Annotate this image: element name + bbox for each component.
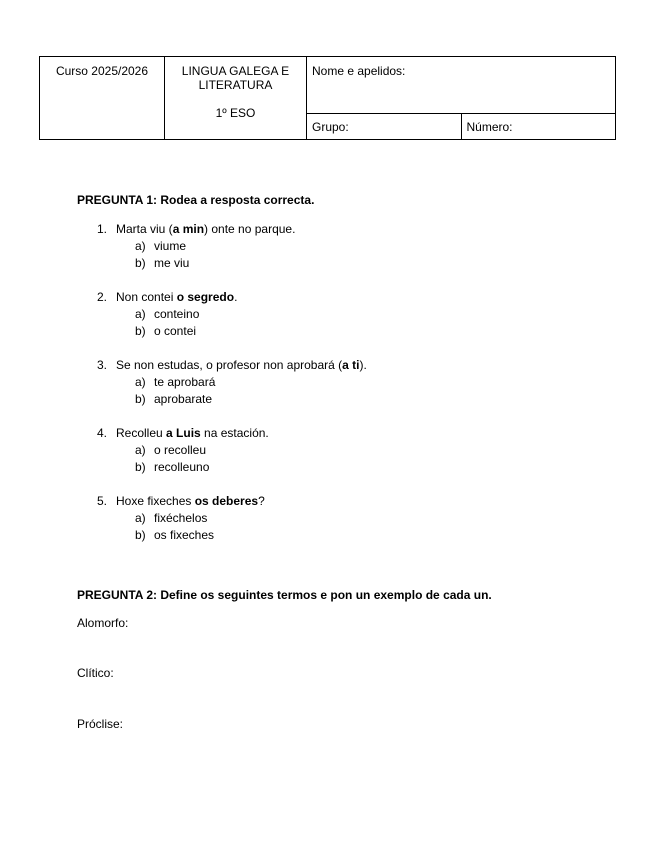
item-number: 2. bbox=[97, 290, 108, 304]
option-a[interactable]: a) o recolleu bbox=[135, 443, 207, 457]
option-b[interactable]: b) me viu bbox=[135, 256, 190, 270]
name-field[interactable] bbox=[307, 57, 616, 114]
option-b[interactable]: b) aprobarate bbox=[135, 392, 213, 406]
item-number: 5. bbox=[97, 494, 108, 508]
item-sentence: Recolleu a Luis na estación. bbox=[116, 426, 269, 440]
course-cell bbox=[40, 57, 165, 140]
item-sentence: Hoxe fixeches os deberes? bbox=[116, 494, 265, 508]
name-label: Nome e apelidos: bbox=[312, 64, 406, 78]
group-field[interactable] bbox=[307, 114, 462, 140]
item-number: 1. bbox=[97, 222, 108, 236]
item-sentence: Se non estudas, o profesor non aprobará (a ti). bbox=[116, 358, 367, 372]
option-b[interactable]: b) os fixeches bbox=[135, 528, 215, 542]
level-label: 1º ESO bbox=[215, 106, 256, 120]
subject-cell bbox=[165, 57, 307, 140]
item-number: 3. bbox=[97, 358, 108, 372]
question-item bbox=[77, 426, 617, 494]
option-a[interactable]: a) conteino bbox=[135, 307, 200, 321]
header-table bbox=[39, 56, 616, 140]
question-1-list bbox=[77, 222, 617, 562]
item-sentence: Marta viu (a min) onte no parque. bbox=[116, 222, 296, 236]
group-label: Grupo: bbox=[312, 120, 349, 134]
term-clitico: Clítico: bbox=[77, 666, 114, 680]
question-item bbox=[77, 222, 617, 290]
item-number: 4. bbox=[97, 426, 108, 440]
item-sentence: Non contei o segredo. bbox=[116, 290, 238, 304]
number-label: Número: bbox=[466, 120, 513, 134]
term-alomorfo: Alomorfo: bbox=[77, 616, 129, 630]
subject-label: LINGUA GALEGA E LITERATURA bbox=[181, 64, 290, 92]
question-1-title: PREGUNTA 1: Rodea a resposta correcta. bbox=[77, 193, 315, 207]
option-a[interactable]: a) fixéchelos bbox=[135, 511, 208, 525]
course-label: Curso 2025/2026 bbox=[55, 64, 149, 78]
option-b[interactable]: b) o contei bbox=[135, 324, 197, 338]
question-item bbox=[77, 494, 617, 562]
question-item bbox=[77, 290, 617, 358]
term-proclise: Próclise: bbox=[77, 717, 124, 731]
option-a[interactable]: a) viume bbox=[135, 239, 187, 253]
question-2-title: PREGUNTA 2: Define os seguintes termos e pon un exemplo de cada un. bbox=[77, 588, 492, 602]
option-b[interactable]: b) recolleuno bbox=[135, 460, 210, 474]
option-a[interactable]: a) te aprobará bbox=[135, 375, 216, 389]
question-item bbox=[77, 358, 617, 426]
number-field[interactable] bbox=[461, 114, 616, 140]
